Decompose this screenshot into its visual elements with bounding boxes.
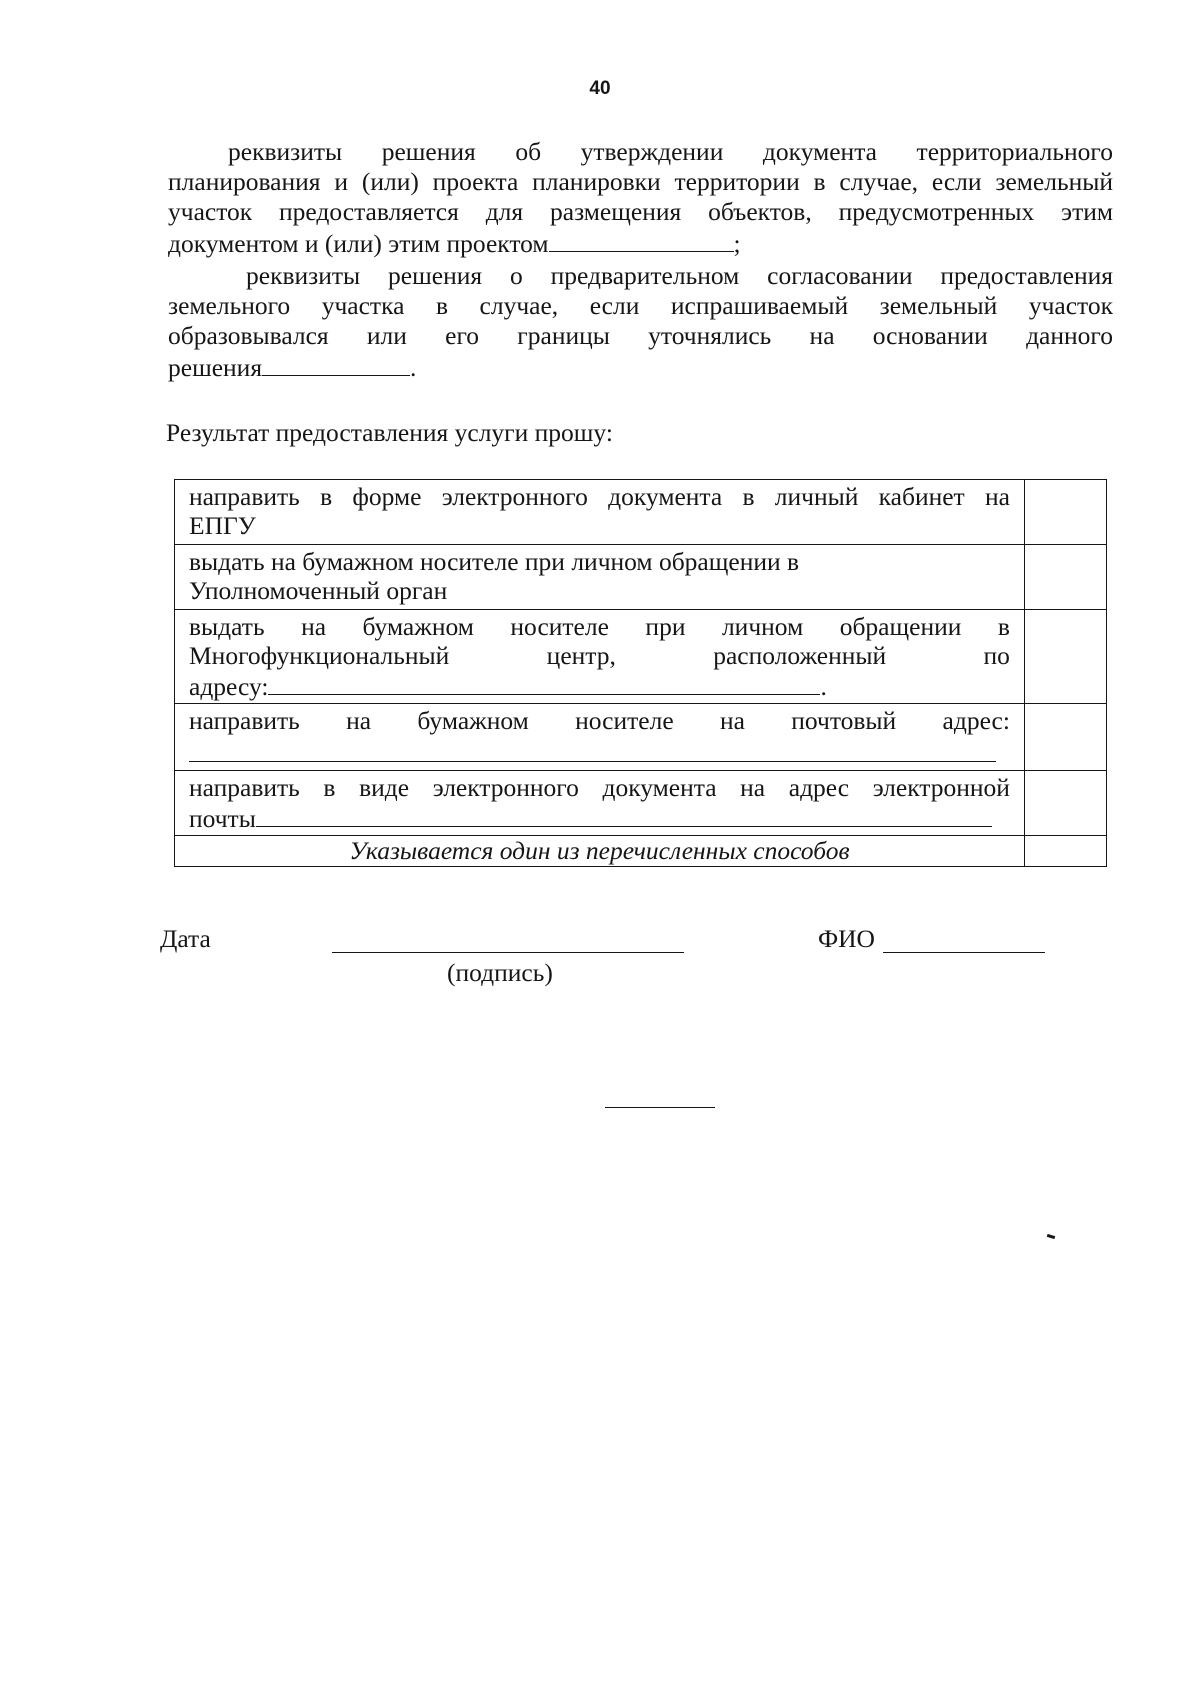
table-row [175, 610, 1107, 704]
option-epgu-text: направить в форме электронного документа в личный кабинет на ЕПГУ [175, 480, 1025, 545]
paragraph-line: образовывался или его границы уточнялись на основании данного [168, 321, 1113, 350]
option-postal-checkbox[interactable] [1024, 704, 1106, 771]
paragraph-line: реквизиты решения о предварительном согласовании предоставления [246, 261, 1113, 290]
result-options-table [174, 479, 1107, 867]
paragraph-line: реквизиты решения об утверждении документа территориального [228, 137, 1113, 166]
table-row [175, 836, 1107, 867]
approval-details-blank[interactable] [262, 351, 410, 376]
paragraph-line: участок предоставляется для размещения объектов, предусмотренных этим [168, 197, 1113, 226]
option-authorized-body-checkbox[interactable] [1024, 545, 1106, 610]
option-postal-text: направить на бумажном носителе на почтовый адрес: [175, 704, 1025, 771]
paragraph-line: земельного участка в случае, если испрашиваемый земельный участок [168, 291, 1113, 320]
option-epgu-checkbox[interactable] [1024, 480, 1106, 545]
note-empty-cell [1024, 836, 1106, 867]
fio-line[interactable] [883, 952, 1045, 953]
option-email-text: направить в виде электронного документа на адрес электронной почты [175, 771, 1025, 836]
table-note: Указывается один из перечисленных способов [175, 836, 1025, 867]
result-label: Результат предоставления услуги прошу: [166, 418, 613, 447]
paragraph-territorial-planning [168, 137, 1113, 259]
table-row [175, 771, 1107, 836]
project-details-blank[interactable] [549, 227, 734, 252]
option-authorized-body-text: выдать на бумажном носителе при личном обращении в Уполномоченный орган [175, 545, 1025, 610]
option-mfc-text: выдать на бумажном носителе при личном обращении в Многофункциональный центр, расположенный по адресу: . [175, 610, 1025, 704]
mfc-address-blank[interactable] [268, 670, 820, 695]
table-row [175, 704, 1107, 771]
option-mfc-checkbox[interactable] [1024, 610, 1106, 704]
signature-line[interactable] [332, 952, 684, 953]
paragraph-preliminary-approval [168, 261, 1113, 383]
postal-address-blank[interactable] [189, 735, 996, 762]
email-address-blank[interactable] [256, 802, 992, 827]
option-email-checkbox[interactable] [1024, 771, 1106, 836]
signature-caption: (подпись) [447, 958, 553, 987]
date-label: Дата [160, 924, 211, 953]
end-rule [605, 1107, 715, 1108]
page-number: 40 [589, 78, 611, 99]
paragraph-line: планирования и (или) проекта планировки территории в случае, если земельный [168, 167, 1113, 196]
fio-label: ФИО [818, 924, 875, 953]
table-row [175, 545, 1107, 610]
scan-speck [1047, 1234, 1056, 1239]
paragraph-line: решения . [168, 353, 417, 382]
table-row [175, 480, 1107, 545]
paragraph-line: документом и (или) этим проектом ; [168, 229, 741, 258]
